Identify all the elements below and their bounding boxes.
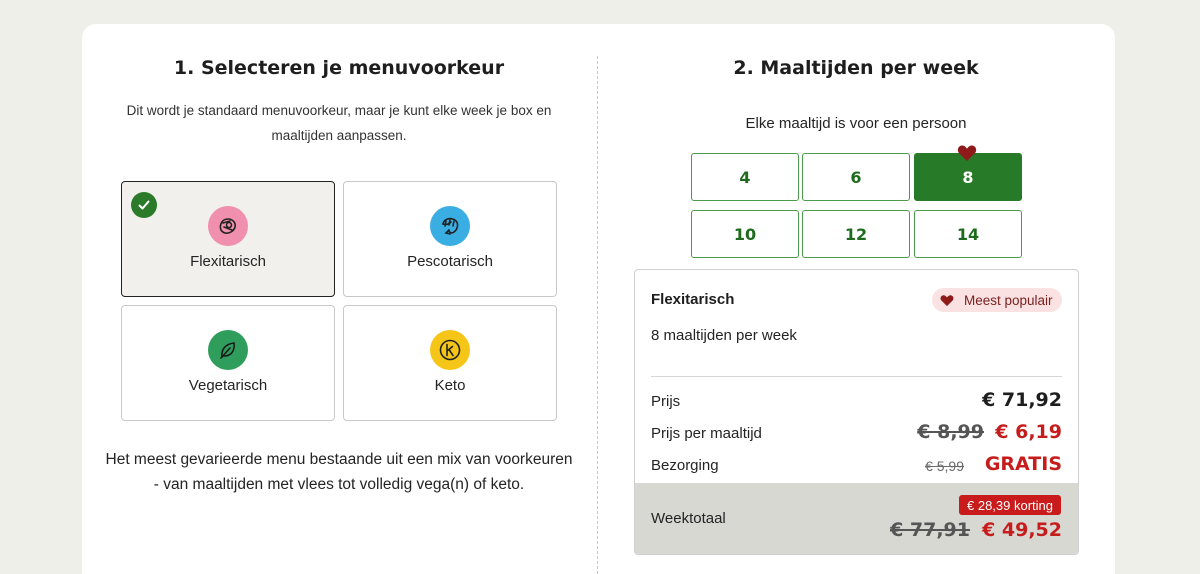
week-total-old: € 77,91 <box>890 519 970 541</box>
keto-k-icon <box>430 330 470 370</box>
preference-flexitarisch[interactable] <box>121 181 335 297</box>
week-total-label: Weektotaal <box>651 510 726 527</box>
meals-option-8[interactable]: 8 <box>914 153 1022 201</box>
heart-icon <box>940 294 954 307</box>
delivery-label: Bezorging <box>651 457 719 474</box>
section-divider <box>597 56 598 574</box>
preference-vegetarisch[interactable] <box>121 305 335 421</box>
menu-description: Het meest gevarieerde menu bestaande uit een mix van voorkeuren - van maaltijden met vlees tot volledig vega(n) of keto. <box>105 451 573 493</box>
per-meal-label: Prijs per maaltijd <box>651 425 762 442</box>
per-meal-new-price: € 6,19 <box>995 421 1062 443</box>
week-total-new: € 49,52 <box>982 519 1062 541</box>
popular-badge-label: Meest populair <box>964 292 1053 308</box>
popular-heart-icon <box>957 144 977 162</box>
order-summary <box>634 269 1079 555</box>
section1-description: Dit wordt je standaard menuvoorkeur, maar je kunt elke week je box en maaltijden aanpassen. <box>126 103 552 143</box>
week-total-box <box>635 483 1078 554</box>
section1-title: 1. Selecteren je menuvoorkeur <box>173 57 505 79</box>
checkmark-icon <box>131 192 157 218</box>
per-meal-old-price: € 8,99 <box>917 421 984 443</box>
meals-option-12[interactable]: 12 <box>802 210 910 258</box>
delivery-free: GRATIS <box>984 453 1062 475</box>
meals-option-6[interactable]: 6 <box>802 153 910 201</box>
price-value: € 71,92 <box>982 389 1062 411</box>
leaf-icon <box>208 330 248 370</box>
meat-fish-icon <box>208 206 248 246</box>
preference-label: Keto <box>434 377 466 394</box>
section2-title: 2. Maaltijden per week <box>733 57 979 79</box>
meals-option-10[interactable]: 10 <box>691 210 799 258</box>
preference-label: Pescotarisch <box>407 253 493 270</box>
price-label: Prijs <box>651 393 681 410</box>
preference-label: Flexitarisch <box>190 253 266 270</box>
summary-plan-name: Flexitarisch <box>651 291 735 308</box>
popular-badge <box>932 288 1062 312</box>
meals-option-4[interactable]: 4 <box>691 153 799 201</box>
meals-subtitle: Elke maaltijd is voor een persoon <box>745 115 967 132</box>
summary-divider <box>651 376 1062 377</box>
shrimp-icon <box>430 206 470 246</box>
preference-keto[interactable] <box>343 305 557 421</box>
summary-meals-per-week: 8 maaltijden per week <box>651 327 797 344</box>
preference-pescotarisch[interactable] <box>343 181 557 297</box>
meals-option-14[interactable]: 14 <box>914 210 1022 258</box>
discount-badge: € 28,39 korting <box>959 495 1061 515</box>
delivery-old-price: € 5,99 <box>925 458 964 474</box>
preference-label: Vegetarisch <box>188 377 268 394</box>
